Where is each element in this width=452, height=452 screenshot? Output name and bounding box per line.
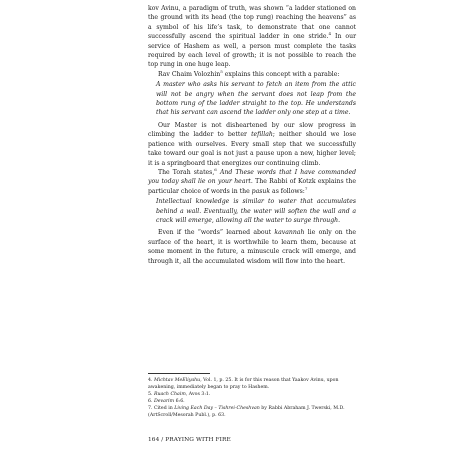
paragraph [148, 121, 356, 168]
text-run: by Rabbi Abraham J. Twerski, M.D. (ArtScroll/Mesorah Publ.), p. 63. [148, 405, 345, 418]
text-run: , Vol. 1, p. 25. It is for this reason that Yaakov Avinu, upon awakening, immediately began to pray to Hashem. [148, 378, 339, 390]
text-run: explains this concept with a parable: [222, 70, 340, 78]
text-run: The Rabbi of Kotzk explains the particular choice of words in the [148, 178, 356, 195]
italic-text: kavannah [274, 229, 305, 237]
italic-text: Michtav MeEliyahu [153, 378, 201, 383]
text-run: 5. [148, 391, 154, 397]
text-run: Even if the “words” learned about [158, 229, 275, 237]
text-run: 6. [148, 398, 154, 404]
footnote-divider [148, 373, 210, 374]
paragraph [148, 4, 356, 70]
text-run: ; neither should we lose patience with ourselves. Every small step that we successfully take toward our goal is not just a pause upon a new, higher level; it is a springboard that energizes our continuing climb. [148, 131, 357, 167]
footnote [148, 406, 356, 420]
text-run: The Torah states, [158, 168, 215, 176]
paragraph [148, 70, 356, 79]
block-quote [156, 197, 356, 225]
footnote [148, 378, 356, 392]
italic-text: A master who asks his servant to fetch an item from the attic will not be angry when the servant does not leap from the bottom rung of the ladder straight to the top. He understands that his servant can ascend the ladder only one step at a time. [156, 81, 356, 117]
text-run: 4. [148, 378, 154, 383]
footnote [148, 399, 356, 406]
page-folio: 164 / PRAYING WITH FIRE [148, 437, 231, 443]
paragraph [148, 228, 356, 266]
italic-text: pasuk [251, 187, 271, 195]
body-text [148, 4, 356, 266]
text-run: lie only on the surface of the heart, it is worthwhile to learn them, because at some moment in the future, a minuscule crack will emerge, and through it, all the accumulated wisdom will flow into the heart. [148, 229, 356, 265]
footnote-ref: 6 [214, 166, 217, 172]
footnote-ref: 5 [220, 68, 223, 74]
footnote-ref: 7 [304, 185, 308, 191]
text-run: Our Master is not disheartened by our slow progress in climbing the ladder to better [148, 121, 356, 139]
italic-text: And These words that I have commanded you today shall lie on your heart. [148, 168, 357, 186]
italic-text: tefillah [251, 131, 273, 139]
italic-text: Devarim [153, 398, 175, 404]
italic-text: Ruach Chaim [153, 391, 186, 397]
footnote [148, 392, 356, 399]
text-run: as a symbol of his life’s task, to demonstrate that one cannot successfully ascend the spiritual ladder in one stride. [148, 14, 357, 41]
text-run: , Avos 3:1. [185, 391, 211, 397]
italic-text: Intellectual knowledge is similar to water that accumulates behind a wall. Eventually, the water will soften the wall and a crack will emerge, allowing all the water to surge through. [156, 198, 356, 224]
text-run: as follows: [270, 187, 305, 195]
text-run: 6:6. [174, 398, 185, 404]
italic-text: Living Each Day – Tishrei-Cheshvan [174, 405, 260, 411]
footnotes [148, 378, 356, 419]
text-run: 7. Cited in [148, 405, 175, 411]
text-run: Rav Chaim Volozhin [158, 70, 221, 78]
text-run: In our service of Hashem as well, a person must complete the tasks required by each level of growth; it is not possible to reach the top rung in one huge leap. [148, 33, 357, 69]
paragraph [148, 168, 356, 196]
text-run: “a ladder stationed on the ground with its head (the top rung) reaching the heavens” [148, 5, 356, 22]
block-quote [156, 80, 356, 118]
footnote-ref: 4 [328, 31, 332, 37]
text-run: kov Avinu, a paradigm of truth, was shown [148, 5, 286, 12]
